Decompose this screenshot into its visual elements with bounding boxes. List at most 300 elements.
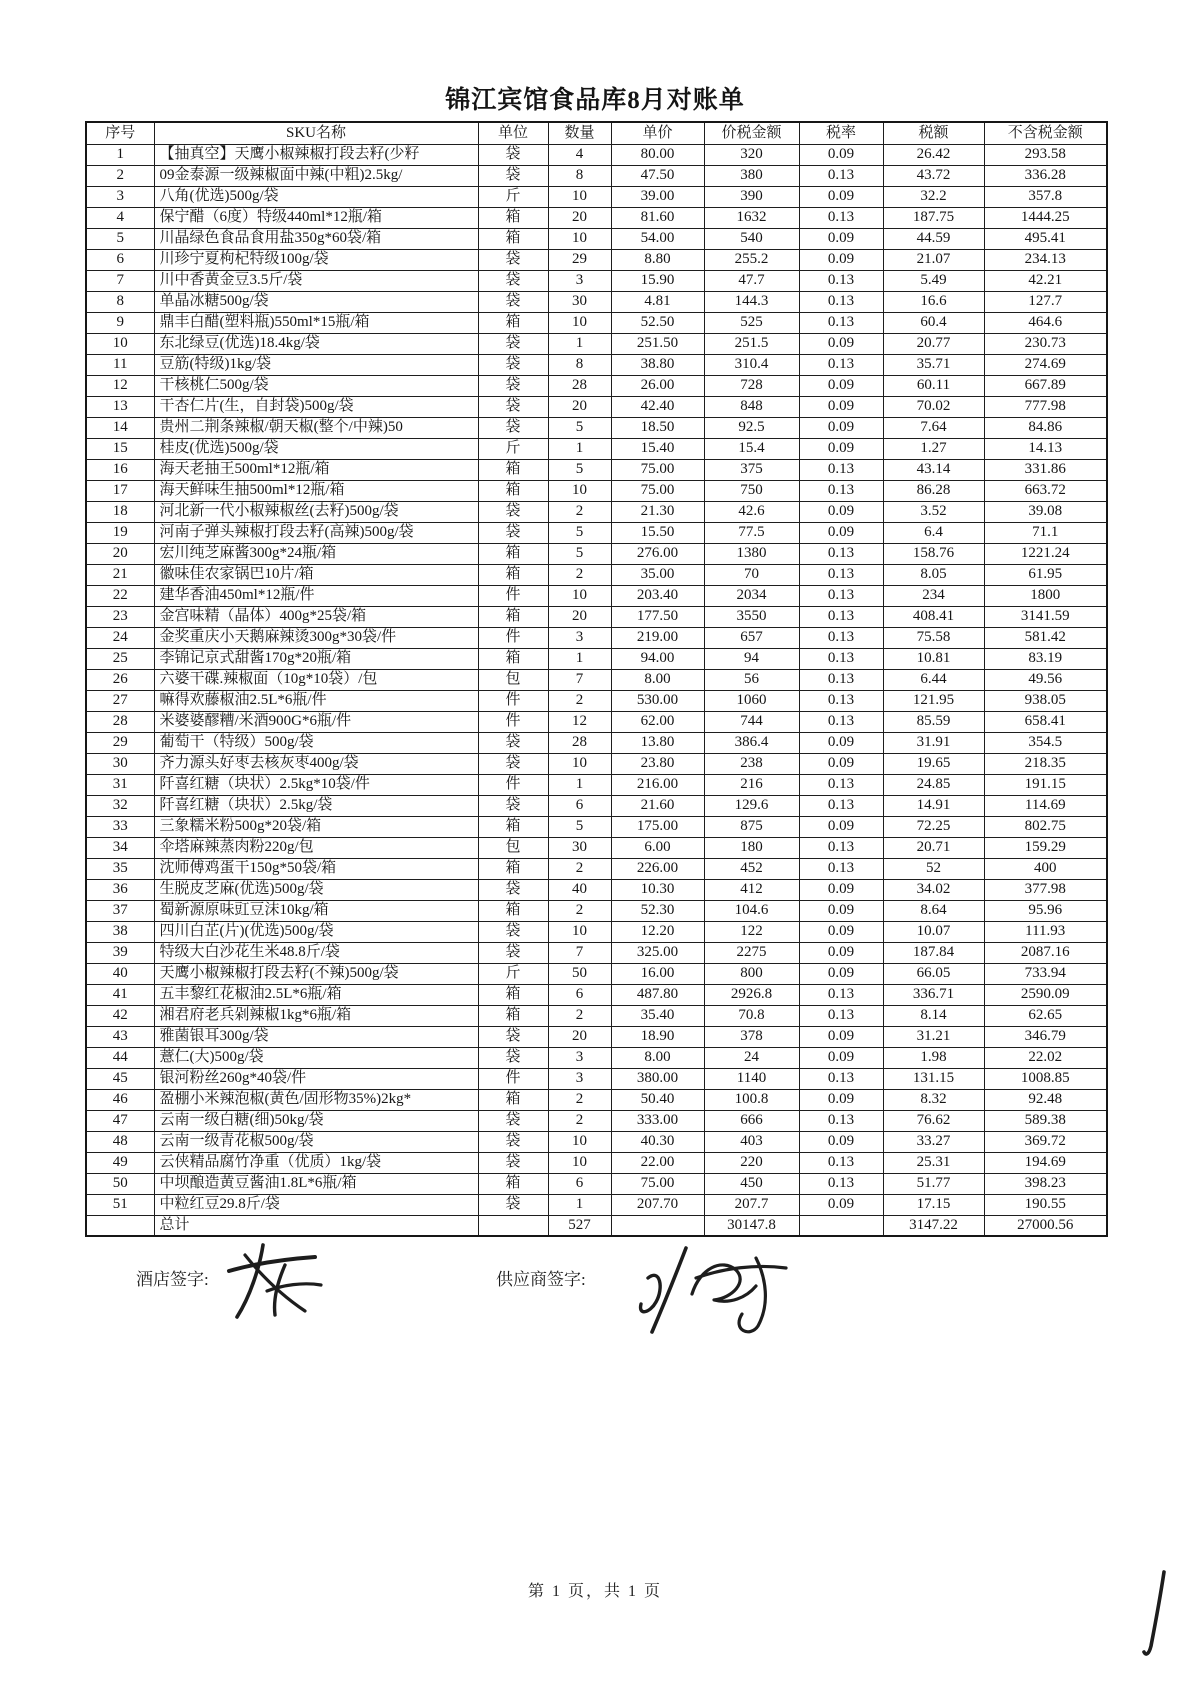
cell-seq: 17 bbox=[86, 480, 154, 501]
cell-sku-name: 六婆干碟.辣椒面（10g*10袋）/包 bbox=[154, 669, 478, 690]
cell-tax-rate: 0.09 bbox=[799, 396, 883, 417]
cell-tax-rate: 0.09 bbox=[799, 333, 883, 354]
cell-unit: 袋 bbox=[478, 732, 548, 753]
cell-tax-rate: 0.13 bbox=[799, 690, 883, 711]
cell-amount-without-tax: 938.05 bbox=[984, 690, 1107, 711]
cell-tax-amount: 70.02 bbox=[883, 396, 984, 417]
cell-tax-rate: 0.09 bbox=[799, 228, 883, 249]
table-row bbox=[86, 606, 1107, 627]
cell-amount-with-tax: 180 bbox=[704, 837, 799, 858]
cell-amount-without-tax: 114.69 bbox=[984, 795, 1107, 816]
cell-amount-without-tax: 42.21 bbox=[984, 270, 1107, 291]
cell-amount-without-tax: 802.75 bbox=[984, 816, 1107, 837]
cell-tax-rate: 0.09 bbox=[799, 186, 883, 207]
cell-amount-with-tax: 320 bbox=[704, 144, 799, 165]
cell-tax-rate: 0.09 bbox=[799, 1026, 883, 1047]
cell-tax-rate: 0.13 bbox=[799, 711, 883, 732]
cell-unit: 斤 bbox=[478, 186, 548, 207]
cell-amount-without-tax: 234.13 bbox=[984, 249, 1107, 270]
cell-tax-amount: 8.64 bbox=[883, 900, 984, 921]
cell-seq: 31 bbox=[86, 774, 154, 795]
cell-amount-without-tax: 191.15 bbox=[984, 774, 1107, 795]
cell-qty: 6 bbox=[548, 1173, 611, 1194]
cell-amount-without-tax: 84.86 bbox=[984, 417, 1107, 438]
cell-amount-without-tax: 663.72 bbox=[984, 480, 1107, 501]
cell-unit-price: 216.00 bbox=[611, 774, 704, 795]
cell-sku-name: 09金泰源一级辣椒面中辣(中粗)2.5kg/ bbox=[154, 165, 478, 186]
cell-tax-amount: 121.95 bbox=[883, 690, 984, 711]
table-row bbox=[86, 837, 1107, 858]
cell-tax-rate: 0.09 bbox=[799, 501, 883, 522]
page-number-footer: 第 1 页，共 1 页 bbox=[527, 1583, 662, 1600]
cell-amount-without-tax: 293.58 bbox=[984, 144, 1107, 165]
cell-unit-price: 75.00 bbox=[611, 1173, 704, 1194]
cell-unit-price: 26.00 bbox=[611, 375, 704, 396]
cell-tax-amount: 66.05 bbox=[883, 963, 984, 984]
table-row bbox=[86, 291, 1107, 312]
cell-tax-amount: 187.84 bbox=[883, 942, 984, 963]
cell-unit-price: 35.40 bbox=[611, 1005, 704, 1026]
cell-tax-amount: 34.02 bbox=[883, 879, 984, 900]
cell-tax-amount: 85.59 bbox=[883, 711, 984, 732]
table-row bbox=[86, 669, 1107, 690]
cell-amount-with-tax: 2926.8 bbox=[704, 984, 799, 1005]
reconciliation-table bbox=[85, 121, 1108, 1237]
cell-sku-name: 云南一级白糖(细)50kg/袋 bbox=[154, 1110, 478, 1131]
cell-seq: 4 bbox=[86, 207, 154, 228]
cell-amount-with-tax: 42.6 bbox=[704, 501, 799, 522]
cell-unit-price: 21.60 bbox=[611, 795, 704, 816]
cell-unit-price: 8.00 bbox=[611, 669, 704, 690]
cell-tax-amount: 336.71 bbox=[883, 984, 984, 1005]
cell-unit-price: 15.90 bbox=[611, 270, 704, 291]
cell-tax-rate: 0.13 bbox=[799, 984, 883, 1005]
table-row bbox=[86, 312, 1107, 333]
cell-sku-name: 川中香黄金豆3.5斤/袋 bbox=[154, 270, 478, 291]
cell-amount-without-tax: 83.19 bbox=[984, 648, 1107, 669]
cell-tax-amount: 10.81 bbox=[883, 648, 984, 669]
cell-amount-with-tax: 216 bbox=[704, 774, 799, 795]
cell-qty: 2 bbox=[548, 1110, 611, 1131]
cell-seq: 32 bbox=[86, 795, 154, 816]
table-row bbox=[86, 816, 1107, 837]
cell-seq: 21 bbox=[86, 564, 154, 585]
cell-qty: 5 bbox=[548, 816, 611, 837]
cell-unit: 箱 bbox=[478, 648, 548, 669]
page-title: 锦江宾馆食品库8月对账单 bbox=[445, 87, 745, 114]
cell-amount-without-tax: 14.13 bbox=[984, 438, 1107, 459]
cell-tax-amount: 6.4 bbox=[883, 522, 984, 543]
cell-unit: 件 bbox=[478, 627, 548, 648]
cell-unit: 袋 bbox=[478, 1110, 548, 1131]
cell-qty: 28 bbox=[548, 732, 611, 753]
cell-seq: 37 bbox=[86, 900, 154, 921]
table-row bbox=[86, 921, 1107, 942]
cell-qty: 10 bbox=[548, 1152, 611, 1173]
cell-qty: 2 bbox=[548, 1089, 611, 1110]
cell-unit: 箱 bbox=[478, 900, 548, 921]
table-row bbox=[86, 585, 1107, 606]
cell-seq: 7 bbox=[86, 270, 154, 291]
cell-sku-name: 【抽真空】天鹰小椒辣椒打段去籽(少籽 bbox=[154, 144, 478, 165]
cell-seq: 46 bbox=[86, 1089, 154, 1110]
cell-sku-name: 阡喜红糖（块状）2.5kg*10袋/件 bbox=[154, 774, 478, 795]
cell-unit-price: 8.00 bbox=[611, 1047, 704, 1068]
table-row bbox=[86, 333, 1107, 354]
cell-unit: 袋 bbox=[478, 354, 548, 375]
cell-unit-price: 52.30 bbox=[611, 900, 704, 921]
total-tax-amount: 3147.22 bbox=[883, 1215, 984, 1236]
cell-seq: 1 bbox=[86, 144, 154, 165]
cell-amount-without-tax: 346.79 bbox=[984, 1026, 1107, 1047]
cell-amount-without-tax: 111.93 bbox=[984, 921, 1107, 942]
cell-tax-amount: 158.76 bbox=[883, 543, 984, 564]
cell-seq: 35 bbox=[86, 858, 154, 879]
cell-amount-with-tax: 56 bbox=[704, 669, 799, 690]
cell-tax-amount: 21.07 bbox=[883, 249, 984, 270]
cell-tax-rate: 0.13 bbox=[799, 1005, 883, 1026]
cell-seq: 40 bbox=[86, 963, 154, 984]
cell-amount-without-tax: 658.41 bbox=[984, 711, 1107, 732]
cell-tax-rate: 0.09 bbox=[799, 1131, 883, 1152]
cell-amount-without-tax: 1221.24 bbox=[984, 543, 1107, 564]
cell-sku-name: 徽味佳农家锅巴10片/箱 bbox=[154, 564, 478, 585]
table-row bbox=[86, 186, 1107, 207]
cell-amount-with-tax: 390 bbox=[704, 186, 799, 207]
cell-tax-amount: 6.44 bbox=[883, 669, 984, 690]
cell-sku-name: 银河粉丝260g*40袋/件 bbox=[154, 1068, 478, 1089]
cell-tax-rate bbox=[799, 1215, 883, 1236]
cell-unit: 件 bbox=[478, 1068, 548, 1089]
cell-unit: 箱 bbox=[478, 459, 548, 480]
cell-tax-rate: 0.13 bbox=[799, 606, 883, 627]
cell-qty: 6 bbox=[548, 984, 611, 1005]
cell-tax-amount: 86.28 bbox=[883, 480, 984, 501]
cell-tax-rate: 0.09 bbox=[799, 375, 883, 396]
cell-sku-name: 嘛得欢藤椒油2.5L*6瓶/件 bbox=[154, 690, 478, 711]
cell-sku-name: 干杏仁片(生，自封袋)500g/袋 bbox=[154, 396, 478, 417]
cell-qty: 6 bbox=[548, 795, 611, 816]
cell-tax-amount: 8.32 bbox=[883, 1089, 984, 1110]
cell-unit: 箱 bbox=[478, 606, 548, 627]
cell-seq: 22 bbox=[86, 585, 154, 606]
cell-seq: 29 bbox=[86, 732, 154, 753]
cell-unit-price: 276.00 bbox=[611, 543, 704, 564]
cell-seq: 6 bbox=[86, 249, 154, 270]
cell-qty: 10 bbox=[548, 921, 611, 942]
cell-unit: 袋 bbox=[478, 942, 548, 963]
table-row bbox=[86, 270, 1107, 291]
cell-amount-with-tax: 848 bbox=[704, 396, 799, 417]
table-row bbox=[86, 480, 1107, 501]
cell-amount-without-tax: 777.98 bbox=[984, 396, 1107, 417]
column-header-qty: 数量 bbox=[548, 122, 611, 144]
column-header-amount-with-tax: 价税金额 bbox=[704, 122, 799, 144]
cell-tax-amount: 20.77 bbox=[883, 333, 984, 354]
cell-tax-rate: 0.09 bbox=[799, 1047, 883, 1068]
total-amount-with-tax: 30147.8 bbox=[704, 1215, 799, 1236]
cell-unit: 包 bbox=[478, 669, 548, 690]
cell-amount-without-tax: 95.96 bbox=[984, 900, 1107, 921]
table-row bbox=[86, 711, 1107, 732]
cell-tax-rate: 0.13 bbox=[799, 291, 883, 312]
cell-tax-amount: 408.41 bbox=[883, 606, 984, 627]
cell-tax-amount: 10.07 bbox=[883, 921, 984, 942]
cell-seq: 50 bbox=[86, 1173, 154, 1194]
hotel-signature-label: 酒店签字: bbox=[136, 1270, 209, 1289]
cell-tax-rate: 0.09 bbox=[799, 249, 883, 270]
cell-amount-without-tax: 2590.09 bbox=[984, 984, 1107, 1005]
cell-amount-without-tax: 159.29 bbox=[984, 837, 1107, 858]
table-row bbox=[86, 627, 1107, 648]
cell-unit-price: 530.00 bbox=[611, 690, 704, 711]
cell-tax-amount: 51.77 bbox=[883, 1173, 984, 1194]
cell-seq: 14 bbox=[86, 417, 154, 438]
cell-tax-amount: 24.85 bbox=[883, 774, 984, 795]
cell-amount-without-tax: 2087.16 bbox=[984, 942, 1107, 963]
cell-unit-price: 175.00 bbox=[611, 816, 704, 837]
cell-unit-price: 62.00 bbox=[611, 711, 704, 732]
cell-unit: 袋 bbox=[478, 291, 548, 312]
cell-tax-rate: 0.13 bbox=[799, 165, 883, 186]
cell-unit-price: 380.00 bbox=[611, 1068, 704, 1089]
cell-tax-rate: 0.13 bbox=[799, 774, 883, 795]
cell-unit: 斤 bbox=[478, 963, 548, 984]
cell-tax-rate: 0.13 bbox=[799, 564, 883, 585]
cell-tax-rate: 0.09 bbox=[799, 753, 883, 774]
cell-unit: 件 bbox=[478, 774, 548, 795]
cell-seq: 38 bbox=[86, 921, 154, 942]
cell-amount-with-tax: 800 bbox=[704, 963, 799, 984]
cell-sku-name: 蜀新源原味豇豆沫10kg/箱 bbox=[154, 900, 478, 921]
cell-tax-amount: 32.2 bbox=[883, 186, 984, 207]
cell-amount-without-tax: 194.69 bbox=[984, 1152, 1107, 1173]
table-body bbox=[86, 144, 1107, 1215]
table-row bbox=[86, 1068, 1107, 1089]
table-row bbox=[86, 963, 1107, 984]
cell-sku-name: 川珍宁夏枸杞特级100g/袋 bbox=[154, 249, 478, 270]
cell-sku-name: 鼎丰白醋(塑料瓶)550ml*15瓶/箱 bbox=[154, 312, 478, 333]
cell-unit-price: 8.80 bbox=[611, 249, 704, 270]
cell-tax-amount: 31.91 bbox=[883, 732, 984, 753]
cell-unit: 箱 bbox=[478, 1089, 548, 1110]
cell-seq: 43 bbox=[86, 1026, 154, 1047]
cell-unit: 箱 bbox=[478, 543, 548, 564]
cell-sku-name: 河南子弹头辣椒打段去籽(高辣)500g/袋 bbox=[154, 522, 478, 543]
cell-unit-price: 251.50 bbox=[611, 333, 704, 354]
cell-amount-with-tax: 1060 bbox=[704, 690, 799, 711]
supplier-signature-label: 供应商签字: bbox=[496, 1270, 586, 1289]
cell-unit: 袋 bbox=[478, 417, 548, 438]
cell-seq: 49 bbox=[86, 1152, 154, 1173]
cell-unit-price: 12.20 bbox=[611, 921, 704, 942]
cell-qty: 7 bbox=[548, 669, 611, 690]
total-qty: 527 bbox=[548, 1215, 611, 1236]
cell-unit: 袋 bbox=[478, 1026, 548, 1047]
cell-tax-rate: 0.13 bbox=[799, 627, 883, 648]
total-row bbox=[86, 1215, 1107, 1236]
cell-amount-without-tax: 464.6 bbox=[984, 312, 1107, 333]
cell-tax-rate: 0.13 bbox=[799, 270, 883, 291]
table-row bbox=[86, 1131, 1107, 1152]
cell-tax-rate: 0.09 bbox=[799, 879, 883, 900]
cell-sku-name: 豆筋(特级)1kg/袋 bbox=[154, 354, 478, 375]
cell-seq: 20 bbox=[86, 543, 154, 564]
cell-seq: 19 bbox=[86, 522, 154, 543]
cell-seq: 2 bbox=[86, 165, 154, 186]
cell-unit: 袋 bbox=[478, 1152, 548, 1173]
cell-qty: 8 bbox=[548, 354, 611, 375]
cell-amount-without-tax: 127.7 bbox=[984, 291, 1107, 312]
cell-sku-name: 金奖重庆小天鹅麻辣烫300g*30袋/件 bbox=[154, 627, 478, 648]
table-row bbox=[86, 165, 1107, 186]
cell-tax-amount: 14.91 bbox=[883, 795, 984, 816]
cell-unit: 件 bbox=[478, 585, 548, 606]
cell-amount-without-tax: 369.72 bbox=[984, 1131, 1107, 1152]
cell-unit-price: 226.00 bbox=[611, 858, 704, 879]
cell-tax-amount: 35.71 bbox=[883, 354, 984, 375]
cell-unit: 袋 bbox=[478, 753, 548, 774]
cell-amount-without-tax: 1800 bbox=[984, 585, 1107, 606]
cell-unit: 袋 bbox=[478, 396, 548, 417]
cell-unit-price: 21.30 bbox=[611, 501, 704, 522]
cell-tax-amount: 20.71 bbox=[883, 837, 984, 858]
cell-qty: 20 bbox=[548, 1026, 611, 1047]
cell-unit: 箱 bbox=[478, 1005, 548, 1026]
cell-amount-with-tax: 386.4 bbox=[704, 732, 799, 753]
cell-tax-rate: 0.13 bbox=[799, 1068, 883, 1089]
cell-unit: 袋 bbox=[478, 522, 548, 543]
cell-seq: 34 bbox=[86, 837, 154, 858]
table-row bbox=[86, 1089, 1107, 1110]
cell-qty: 3 bbox=[548, 627, 611, 648]
table-row bbox=[86, 501, 1107, 522]
cell-sku-name: 八角(优选)500g/袋 bbox=[154, 186, 478, 207]
total-amount-without-tax: 27000.56 bbox=[984, 1215, 1107, 1236]
cell-amount-with-tax: 2034 bbox=[704, 585, 799, 606]
cell-qty: 10 bbox=[548, 1131, 611, 1152]
cell-unit: 件 bbox=[478, 711, 548, 732]
cell-qty: 3 bbox=[548, 1047, 611, 1068]
column-header-seq: 序号 bbox=[86, 122, 154, 144]
cell-sku-name: 海天老抽王500ml*12瓶/箱 bbox=[154, 459, 478, 480]
cell-unit-price: 18.50 bbox=[611, 417, 704, 438]
cell-tax-rate: 0.13 bbox=[799, 480, 883, 501]
cell-tax-rate: 0.09 bbox=[799, 816, 883, 837]
cell-unit: 袋 bbox=[478, 144, 548, 165]
cell-unit-price: 177.50 bbox=[611, 606, 704, 627]
cell-tax-rate: 0.13 bbox=[799, 354, 883, 375]
cell-unit: 袋 bbox=[478, 1047, 548, 1068]
cell-tax-rate: 0.09 bbox=[799, 438, 883, 459]
cell-amount-without-tax: 354.5 bbox=[984, 732, 1107, 753]
cell-amount-with-tax: 525 bbox=[704, 312, 799, 333]
cell-seq: 23 bbox=[86, 606, 154, 627]
cell-qty: 8 bbox=[548, 165, 611, 186]
table-row bbox=[86, 900, 1107, 921]
cell-unit: 袋 bbox=[478, 879, 548, 900]
table-row bbox=[86, 774, 1107, 795]
cell-unit: 袋 bbox=[478, 501, 548, 522]
cell-unit-price: 54.00 bbox=[611, 228, 704, 249]
cell-tax-rate: 0.13 bbox=[799, 585, 883, 606]
cell-unit-price: 203.40 bbox=[611, 585, 704, 606]
column-header-unit: 单位 bbox=[478, 122, 548, 144]
table-row bbox=[86, 207, 1107, 228]
cell-amount-without-tax: 62.65 bbox=[984, 1005, 1107, 1026]
cell-unit: 袋 bbox=[478, 921, 548, 942]
cell-amount-with-tax: 100.8 bbox=[704, 1089, 799, 1110]
cell-qty: 1 bbox=[548, 648, 611, 669]
cell-qty: 1 bbox=[548, 333, 611, 354]
cell-qty: 20 bbox=[548, 606, 611, 627]
cell-amount-with-tax: 750 bbox=[704, 480, 799, 501]
cell-unit: 箱 bbox=[478, 816, 548, 837]
cell-tax-amount: 43.72 bbox=[883, 165, 984, 186]
cell-sku-name: 薏仁(大)500g/袋 bbox=[154, 1047, 478, 1068]
cell-seq: 45 bbox=[86, 1068, 154, 1089]
cell-qty: 2 bbox=[548, 1005, 611, 1026]
cell-tax-amount: 16.6 bbox=[883, 291, 984, 312]
cell-tax-rate: 0.13 bbox=[799, 1173, 883, 1194]
cell-tax-amount: 234 bbox=[883, 585, 984, 606]
cell-amount-with-tax: 375 bbox=[704, 459, 799, 480]
cell-seq: 8 bbox=[86, 291, 154, 312]
cell-tax-rate: 0.13 bbox=[799, 858, 883, 879]
cell-seq: 41 bbox=[86, 984, 154, 1005]
cell-sku-name: 云南一级青花椒500g/袋 bbox=[154, 1131, 478, 1152]
cell-qty: 2 bbox=[548, 900, 611, 921]
cell-amount-with-tax: 129.6 bbox=[704, 795, 799, 816]
cell-tax-amount: 8.05 bbox=[883, 564, 984, 585]
cell-amount-without-tax: 3141.59 bbox=[984, 606, 1107, 627]
cell-amount-with-tax: 251.5 bbox=[704, 333, 799, 354]
cell-tax-amount: 25.31 bbox=[883, 1152, 984, 1173]
cell-amount-without-tax: 331.86 bbox=[984, 459, 1107, 480]
cell-qty: 1 bbox=[548, 774, 611, 795]
cell-tax-amount: 52 bbox=[883, 858, 984, 879]
cell-unit-price: 38.80 bbox=[611, 354, 704, 375]
cell-unit-price: 4.81 bbox=[611, 291, 704, 312]
cell-qty: 30 bbox=[548, 291, 611, 312]
table-row bbox=[86, 144, 1107, 165]
cell-tax-amount: 75.58 bbox=[883, 627, 984, 648]
cell-tax-rate: 0.13 bbox=[799, 795, 883, 816]
cell-tax-amount: 43.14 bbox=[883, 459, 984, 480]
cell-amount-with-tax: 875 bbox=[704, 816, 799, 837]
cell-seq: 15 bbox=[86, 438, 154, 459]
supplier-signature bbox=[628, 1238, 798, 1343]
pen-slash-mark bbox=[1138, 1566, 1172, 1671]
cell-unit: 箱 bbox=[478, 564, 548, 585]
cell-amount-without-tax: 589.38 bbox=[984, 1110, 1107, 1131]
cell-unit-price: 47.50 bbox=[611, 165, 704, 186]
cell-amount-with-tax: 207.7 bbox=[704, 1194, 799, 1215]
cell-amount-with-tax: 238 bbox=[704, 753, 799, 774]
cell-qty: 10 bbox=[548, 753, 611, 774]
cell-tax-rate: 0.13 bbox=[799, 837, 883, 858]
table-row bbox=[86, 543, 1107, 564]
cell-qty: 10 bbox=[548, 186, 611, 207]
cell-unit-price: 80.00 bbox=[611, 144, 704, 165]
cell-qty: 10 bbox=[548, 228, 611, 249]
cell-amount-with-tax: 403 bbox=[704, 1131, 799, 1152]
cell-unit-price: 219.00 bbox=[611, 627, 704, 648]
cell-seq: 42 bbox=[86, 1005, 154, 1026]
cell-seq: 27 bbox=[86, 690, 154, 711]
cell-tax-rate: 0.13 bbox=[799, 1152, 883, 1173]
table-row bbox=[86, 879, 1107, 900]
